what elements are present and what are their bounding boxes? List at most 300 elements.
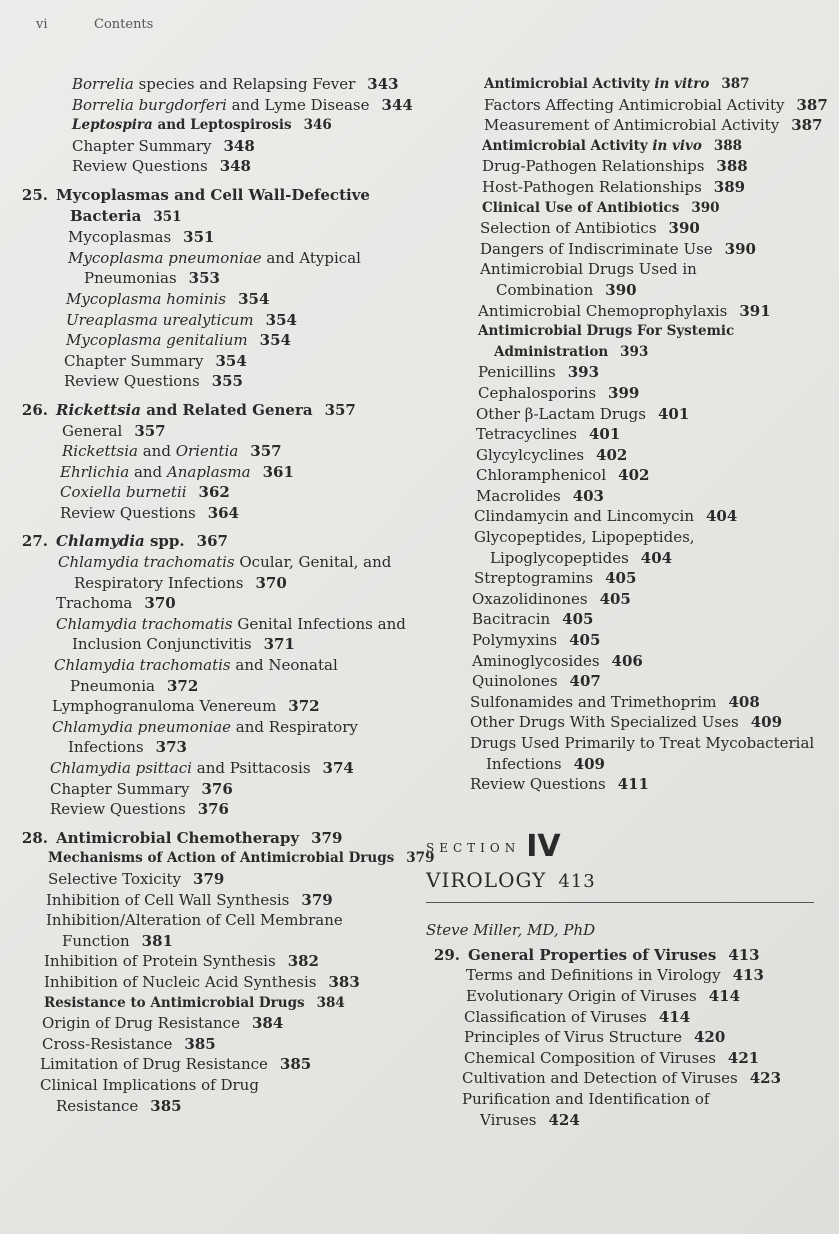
toc-entry	[14, 156, 414, 177]
toc-entry	[14, 421, 414, 442]
entry-title-segment: Bacitracin	[472, 610, 551, 629]
entry-title-segment: Clindamycin and Lincomycin	[474, 507, 694, 526]
entry-title-segment: Limitation of Drug Resistance	[40, 1055, 268, 1074]
toc-entry	[426, 239, 826, 260]
toc-entry	[426, 136, 826, 157]
entry-page-number: 405	[605, 569, 637, 588]
toc-entry	[14, 890, 414, 911]
entry-page-number: 409	[750, 713, 783, 732]
entry-page-number: 357	[250, 442, 282, 461]
entry-page-number: 402	[596, 445, 628, 464]
toc-entry	[14, 1034, 414, 1055]
entry-title-segment: and Psittacosis	[191, 759, 311, 777]
section-author: Steve Miller, MD, PhD	[426, 920, 596, 939]
entry-page-number: 364	[207, 503, 239, 522]
toc-entry	[426, 506, 826, 527]
entry-title-segment: Mycoplasma hominis	[66, 289, 227, 308]
entry-title-segment: Mycoplasma genitalium	[66, 331, 248, 350]
entry-title-segment: Evolutionary Origin of Viruses	[466, 986, 697, 1005]
entry-page-number: 414	[708, 986, 741, 1005]
chapter-number: 25.	[21, 185, 48, 204]
entry-title-segment: Antimicrobial Activity	[482, 137, 653, 154]
entry-page-number: 353	[188, 269, 220, 288]
entry-page-number: 404	[705, 507, 738, 526]
entry-title-segment: Combination	[496, 280, 594, 299]
entry-page-number: 374	[322, 759, 354, 777]
entry-page-number: 387	[791, 116, 823, 135]
toc-entry	[426, 465, 826, 486]
toc-entry	[14, 717, 414, 738]
toc-entry	[426, 965, 826, 986]
toc-entry	[14, 74, 414, 95]
entry-page-number: 371	[263, 635, 295, 654]
entry-title-segment: Penicillins	[478, 363, 556, 382]
entry-page-number: 354	[265, 310, 297, 329]
toc-entry	[14, 972, 414, 993]
entry-title-segment: Inhibition of Nucleic Acid Synthesis	[44, 972, 317, 991]
entry-title-segment: Ocular, Genital, and	[234, 553, 392, 572]
toc-entry	[14, 503, 414, 524]
toc-entry	[426, 1048, 826, 1069]
entry-page-number: 393	[567, 363, 600, 382]
entry-title-segment: Terms and Definitions in Virology	[466, 966, 721, 985]
entry-title-segment: Borrelia burgdorferi	[72, 95, 227, 114]
toc-entry	[426, 712, 826, 733]
toc-entry	[426, 774, 826, 795]
entry-title-segment: Antimicrobial Chemoprophylaxis	[478, 301, 728, 320]
toc-entry	[426, 280, 826, 301]
entry-title-segment: Trachoma	[56, 594, 133, 613]
section-title: VIROLOGY	[426, 867, 547, 892]
toc-entry	[14, 1013, 414, 1034]
entry-title-segment: Chapter Summary	[72, 136, 212, 155]
entry-page-number: 362	[198, 483, 230, 502]
entry-title-segment: Pneumonia	[70, 676, 155, 695]
entry-title-segment: Tetracyclines	[476, 425, 577, 444]
toc-entry	[14, 268, 414, 289]
toc-entry	[426, 383, 826, 404]
entry-page-number: 384	[251, 1014, 284, 1033]
toc-entry	[426, 671, 826, 692]
header-page-number: vi	[36, 17, 48, 32]
entry-title-segment: Chlamydia pneumoniae	[52, 717, 232, 736]
entry-page-number: 346	[303, 117, 332, 134]
section-heading	[426, 829, 826, 864]
entry-page-number: 367	[196, 532, 228, 551]
entry-title-segment: Cross-Resistance	[42, 1034, 173, 1053]
toc-entry	[426, 527, 826, 548]
entry-page-number: 405	[569, 631, 601, 650]
entry-title-segment: Chlamydia trachomatis	[56, 614, 233, 633]
entry-page-number: 390	[668, 219, 700, 238]
entry-title-segment: Host-Pathogen Relationships	[482, 177, 702, 196]
toc-entry	[14, 676, 414, 697]
entry-title-segment: and Respiratory	[231, 717, 358, 736]
entry-title-segment: General	[62, 421, 123, 440]
entry-title-segment: Orientia	[175, 442, 239, 461]
entry-title-segment: Cultivation and Detection of Viruses	[462, 1069, 738, 1088]
chapter-entry	[14, 400, 414, 421]
entry-page-number: 401	[588, 425, 621, 444]
entry-title-segment: Mycoplasma pneumoniae	[68, 248, 262, 267]
toc-entry	[426, 177, 826, 198]
entry-title-segment: and Related Genera	[140, 400, 313, 419]
entry-page-number: 411	[617, 775, 649, 794]
toc-entry	[14, 1075, 414, 1096]
entry-page-number: 348	[223, 136, 255, 155]
entry-title-segment: Resistance to Antimicrobial Drugs	[44, 994, 305, 1011]
toc-entry	[14, 951, 414, 972]
entry-title-segment: Antimicrobial Drugs Used in	[480, 260, 697, 279]
toc-entry	[14, 737, 414, 758]
entry-page-number: 370	[144, 594, 176, 613]
entry-page-number: 407	[569, 672, 601, 691]
entry-title-segment: Lymphogranuloma Venereum	[52, 697, 277, 716]
toc-entry	[426, 486, 826, 507]
toc-entry	[14, 248, 414, 269]
entry-page-number: 405	[562, 610, 594, 629]
entry-title-segment: Inclusion Conjunctivitis	[72, 635, 252, 654]
entry-title-segment: Mechanisms of Action of Antimicrobial Drugs	[48, 850, 395, 867]
entry-page-number: 354	[259, 331, 291, 350]
entry-page-number: 351	[183, 228, 215, 247]
entry-page-number: 373	[155, 738, 187, 757]
toc-entry	[426, 1110, 826, 1131]
entry-page-number: 390	[691, 199, 720, 216]
toc-entry	[14, 462, 414, 483]
toc-entry	[14, 931, 414, 952]
entry-page-number: 424	[548, 1110, 580, 1129]
entry-page-number: 379	[193, 869, 225, 888]
entry-title-segment: and Lyme Disease	[226, 95, 370, 114]
toc-entry	[426, 1027, 826, 1048]
entry-title-segment: Antimicrobial Drugs For Systemic	[478, 323, 735, 340]
toc-entry	[14, 289, 414, 310]
entry-page-number: 379	[301, 890, 333, 909]
chapter-entry	[14, 531, 414, 552]
entry-page-number: 413	[728, 945, 760, 964]
entry-title-segment: Inhibition of Cell Wall Synthesis	[46, 890, 290, 909]
entry-page-number: 354	[215, 351, 247, 370]
toc-entry	[426, 445, 826, 466]
entry-title-segment: Inhibition of Protein Synthesis	[44, 952, 276, 971]
entry-page-number: 402	[618, 466, 650, 485]
entry-title-segment: Borrelia	[72, 75, 134, 93]
entry-page-number: 384	[316, 994, 345, 1011]
entry-title-segment: Cephalosporins	[478, 383, 597, 402]
entry-page-number: 348	[219, 157, 251, 176]
entry-title-segment: Selection of Antibiotics	[480, 219, 657, 238]
entry-page-number: 421	[727, 1048, 760, 1067]
toc-entry	[14, 696, 414, 717]
toc-entry	[14, 779, 414, 800]
entry-page-number: 382	[287, 952, 319, 971]
entry-title-segment: Chapter Summary	[50, 779, 190, 798]
toc-entry	[14, 614, 414, 635]
entry-page-number: 403	[572, 486, 604, 505]
entry-page-number: 361	[262, 462, 294, 481]
entry-title-segment: Review Questions	[64, 372, 200, 391]
entry-title-segment: Resistance	[56, 1096, 139, 1115]
entry-title-segment: Drug-Pathogen Relationships	[482, 157, 705, 176]
entry-page-number: 408	[728, 692, 760, 711]
toc-entry	[426, 259, 826, 280]
toc-entry	[426, 95, 826, 116]
entry-title-segment: Principles of Virus Structure	[464, 1028, 682, 1047]
entry-title-segment: Infections	[486, 754, 562, 773]
entry-title-segment: Glycopeptides, Lipopeptides,	[474, 528, 695, 547]
entry-page-number: 388	[716, 157, 748, 176]
toc-entry	[14, 910, 414, 931]
entry-page-number: 372	[166, 676, 199, 695]
toc-entry	[426, 986, 826, 1007]
section-title-line	[426, 868, 826, 892]
entry-page-number: 357	[324, 400, 356, 419]
entry-title-segment: Administration	[494, 343, 609, 360]
entry-title-segment: Genital Infections and	[232, 614, 406, 633]
chapter-number: 29.	[433, 945, 460, 964]
entry-page-number: 390	[724, 239, 756, 258]
entry-title-segment: Drugs Used Primarily to Treat Mycobacterial	[470, 734, 815, 752]
entry-title-segment: Oxazolidinones	[472, 589, 588, 608]
toc-entry	[14, 848, 435, 869]
toc-entry	[14, 371, 414, 392]
entry-title-segment: Polymyxins	[472, 631, 558, 650]
entry-page-number: 376	[197, 800, 229, 819]
entry-page-number: 343	[367, 75, 399, 93]
entry-page-number: 372	[288, 697, 320, 716]
entry-page-number: 388	[713, 137, 743, 154]
toc-entry	[14, 758, 414, 779]
entry-page-number: 381	[141, 931, 173, 950]
entry-page-number: 409	[573, 754, 605, 773]
toc-entry	[14, 593, 414, 614]
entry-page-number: 379	[406, 850, 435, 867]
entry-title-segment: Antimicrobial Activity	[484, 76, 655, 92]
entry-page-number: 385	[184, 1034, 216, 1053]
toc-entry	[426, 301, 826, 322]
entry-page-number: 423	[749, 1069, 782, 1088]
toc-entry	[14, 993, 414, 1014]
entry-page-number: 401	[657, 404, 690, 423]
entry-title-segment: Ehrlichia	[60, 462, 130, 481]
entry-title-segment: Glycylcyclines	[476, 445, 585, 464]
entry-title-segment: Purification and Identification of	[462, 1089, 710, 1108]
entry-title-segment: Bacteria	[70, 206, 142, 225]
entry-title-segment: Classification of Viruses	[464, 1007, 647, 1026]
entry-page-number: 387	[796, 95, 828, 114]
entry-page-number: 389	[713, 177, 746, 196]
entry-title-segment: Rickettsia	[62, 442, 138, 461]
section-label: SECTION	[426, 840, 521, 855]
entry-title-segment: Streptogramins	[474, 569, 594, 588]
entry-title-segment: Chlamydia trachomatis	[54, 656, 231, 675]
entry-title-segment: Review Questions	[60, 503, 196, 522]
entry-page-number: 404	[640, 548, 673, 567]
toc-entry	[426, 218, 826, 239]
entry-title-segment: Dangers of Indiscriminate Use	[480, 239, 713, 258]
toc-entry	[14, 869, 414, 890]
toc-entry	[14, 655, 414, 676]
entry-page-number: 406	[611, 651, 643, 670]
toc-entry	[426, 568, 826, 589]
toc-entry	[426, 1068, 826, 1089]
entry-page-number: 420	[693, 1028, 726, 1047]
entry-page-number: 385	[279, 1055, 312, 1074]
entry-title-segment: Macrolides	[476, 486, 561, 505]
entry-page-number: 357	[134, 421, 166, 440]
entry-title-segment: and	[137, 442, 176, 461]
running-header	[36, 17, 153, 32]
entry-title-segment: Other β-Lactam Drugs	[476, 404, 646, 423]
entry-title-segment: Chlamydia	[56, 532, 145, 551]
entry-title-segment: Quinolones	[472, 672, 558, 691]
toc-entry	[426, 651, 826, 672]
chapter-entry	[426, 945, 826, 966]
toc-entry	[14, 95, 414, 116]
entry-title-segment: Sulfonamides and Trimethoprim	[470, 692, 717, 711]
toc-entry	[14, 552, 414, 573]
toc-entry	[14, 115, 414, 136]
toc-entry	[14, 1054, 414, 1075]
toc-entry	[14, 227, 414, 248]
entry-page-number: 379	[311, 828, 343, 847]
toc-entry	[426, 733, 826, 754]
entry-page-number: 355	[211, 372, 243, 391]
entry-page-number: 399	[608, 383, 640, 402]
entry-title-segment: Mycoplasmas	[68, 228, 172, 247]
entry-title-segment: Coxiella burnetii	[60, 483, 187, 502]
entry-title-segment: species and Relapsing Fever	[133, 75, 356, 93]
toc-entry	[426, 692, 826, 713]
entry-page-number: 376	[201, 779, 233, 798]
entry-title-segment: Aminoglycosides	[472, 651, 600, 670]
entry-title-segment: Chapter Summary	[64, 351, 204, 370]
chapter-entry	[14, 828, 414, 849]
entry-title-segment: Clinical Use of Antibiotics	[482, 199, 680, 216]
entry-page-number: 387	[721, 76, 750, 92]
entry-page-number: 354	[238, 289, 270, 308]
toc-entry	[14, 441, 414, 462]
entry-title-segment: in vivo	[652, 137, 702, 154]
entry-title-segment: Origin of Drug Resistance	[42, 1014, 240, 1033]
section-numeral: IV	[526, 828, 561, 864]
entry-title-segment: Chemical Composition of Viruses	[464, 1048, 716, 1067]
entry-title-segment: Chloramphenicol	[476, 466, 607, 485]
entry-page-number: 383	[328, 972, 360, 991]
toc-entry	[14, 310, 414, 331]
toc-entry	[426, 424, 826, 445]
entry-title-segment: Rickettsia	[56, 400, 141, 419]
header-title: Contents	[94, 17, 154, 32]
toc-entry	[14, 206, 414, 228]
toc-entry	[426, 754, 826, 775]
entry-title-segment: Selective Toxicity	[48, 869, 182, 888]
toc-entry	[426, 342, 826, 363]
entry-title-segment: spp.	[144, 532, 185, 551]
entry-title-segment: Review Questions	[50, 800, 186, 819]
entry-page-number: 370	[255, 573, 287, 592]
section-page: 413	[558, 870, 596, 892]
toc-entry	[426, 404, 826, 425]
entry-title-segment: and Leptospirosis	[152, 117, 292, 134]
entry-title-segment: Clinical Implications of Drug	[40, 1075, 259, 1094]
entry-title-segment: Mycoplasmas and Cell Wall-Defective	[56, 185, 370, 204]
toc-entry	[14, 634, 414, 655]
entry-page-number: 351	[153, 208, 182, 225]
toc-entry	[426, 609, 826, 630]
toc-entry	[14, 136, 414, 157]
entry-title-segment: Review Questions	[470, 775, 606, 794]
entry-title-segment: Measurement of Antimicrobial Activity	[484, 116, 780, 135]
entry-title-segment: Factors Affecting Antimicrobial Activity	[484, 95, 785, 114]
toc-entry	[14, 482, 414, 503]
entry-title-segment: Anaplasma	[166, 462, 251, 481]
toc-entry	[426, 321, 826, 342]
entry-title-segment: Review Questions	[72, 157, 208, 176]
toc-entry	[14, 799, 414, 820]
contents-left-column	[14, 74, 435, 1116]
entry-title-segment: Lipoglycopeptides	[490, 548, 629, 567]
toc-entry	[14, 330, 414, 351]
toc-entry	[14, 351, 414, 372]
toc-entry	[426, 548, 826, 569]
entry-title-segment: Leptospira	[72, 117, 153, 134]
entry-title-segment: and	[129, 462, 167, 481]
entry-title-segment: Viruses	[480, 1110, 537, 1129]
entry-page-number: 391	[739, 301, 771, 320]
toc-entry	[426, 362, 826, 383]
toc-entry	[14, 573, 414, 594]
entry-title-segment: Chlamydia psittaci	[50, 759, 192, 777]
toc-entry	[14, 1096, 414, 1117]
entry-title-segment: Antimicrobial Chemotherapy	[56, 828, 300, 847]
entry-page-number: 405	[599, 589, 631, 608]
entry-title-segment: Pneumonias	[84, 269, 177, 288]
entry-page-number: 414	[658, 1007, 691, 1026]
chapter-entry	[14, 185, 414, 206]
entry-page-number: 344	[381, 95, 413, 114]
entry-title-segment: Function	[62, 931, 130, 950]
entry-title-segment: and Atypical	[261, 248, 361, 267]
entry-title-segment: Other Drugs With Specialized Uses	[470, 713, 739, 732]
toc-entry	[426, 1089, 826, 1110]
toc-entry	[426, 156, 826, 177]
section-rule	[426, 902, 814, 903]
entry-title-segment: Inhibition/Alteration of Cell Membrane	[46, 911, 343, 930]
entry-title-segment: Ureaplasma urealyticum	[66, 310, 254, 329]
entry-title-segment: Infections	[68, 738, 144, 757]
entry-title-segment: in vitro	[654, 76, 710, 92]
contents-right-column	[426, 74, 826, 1130]
entry-title-segment: and Neonatal	[230, 656, 338, 675]
chapter-number: 26.	[21, 400, 48, 419]
toc-entry	[426, 630, 826, 651]
entry-title-segment: Chlamydia trachomatis	[58, 553, 235, 572]
toc-entry	[426, 1007, 826, 1028]
entry-title-segment: General Properties of Viruses	[468, 945, 717, 964]
entry-title-segment: Respiratory Infections	[74, 573, 244, 592]
toc-entry	[426, 74, 826, 95]
chapter-number: 28.	[21, 828, 48, 847]
chapter-number: 27.	[21, 532, 48, 551]
toc-entry	[426, 198, 826, 219]
entry-page-number: 385	[150, 1096, 182, 1115]
toc-entry	[426, 115, 826, 136]
entry-page-number: 390	[605, 280, 637, 299]
entry-page-number: 393	[620, 343, 649, 360]
toc-entry	[426, 589, 826, 610]
